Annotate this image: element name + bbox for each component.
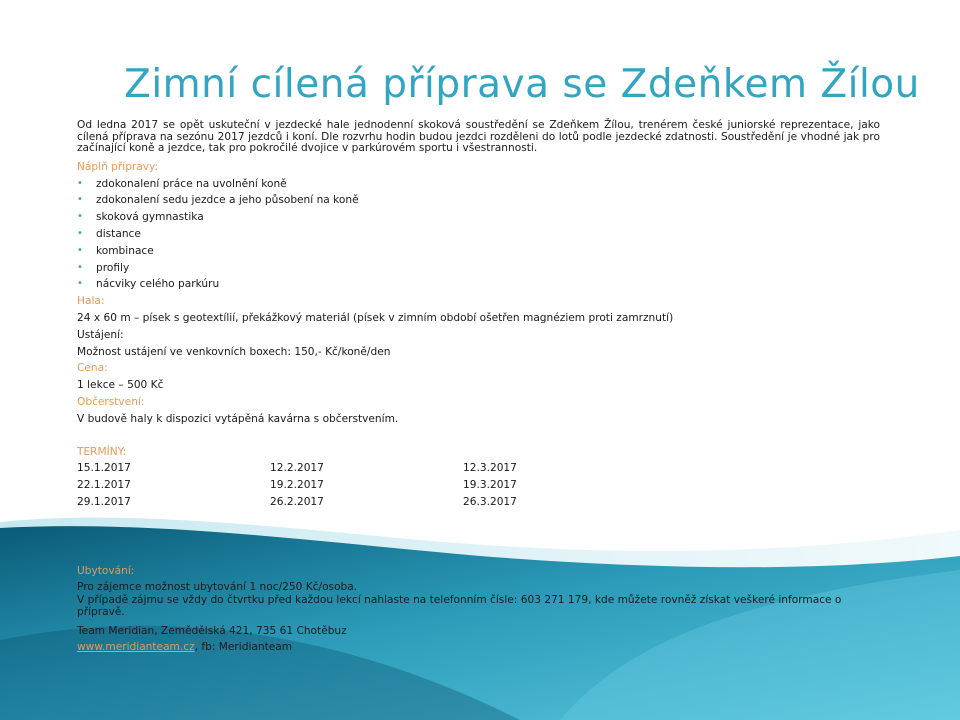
fb-text: , fb: Meridianteam <box>194 641 293 654</box>
list-item: • profily <box>77 260 880 277</box>
cena-heading: Cena: <box>77 362 108 375</box>
date-cell: 22.1.2017 <box>77 479 131 492</box>
ubytovani-text: Pro zájemce možnost ubytování 1 noc/250 Kč/osoba. <box>77 581 358 594</box>
terminy-heading: TERMÍNY: <box>77 445 127 458</box>
slide-content <box>77 120 880 511</box>
web-line <box>77 639 887 655</box>
napln-heading: Náplň přípravy: <box>77 160 159 173</box>
terminy-row <box>77 494 880 511</box>
bullet-icon: • <box>77 194 83 206</box>
date-cell: 12.3.2017 <box>463 462 517 475</box>
date-cell: 19.2.2017 <box>270 479 324 492</box>
website-link[interactable]: www.meridianteam.cz <box>77 641 195 654</box>
date-cell: 26.3.2017 <box>463 495 517 508</box>
obcerstveni-heading: Občerstvení: <box>77 395 145 408</box>
cena-text: 1 lekce – 500 Kč <box>77 379 164 392</box>
terminy-row <box>77 477 880 494</box>
ustajeni-heading: Ustájení: <box>77 328 124 341</box>
spacer <box>77 428 880 444</box>
list-item: • zdokonalení sedu jezdce a jeho působení na koně <box>77 192 880 209</box>
bullet-icon: • <box>77 278 83 290</box>
ustajeni-text: Možnost ustájení ve venkovních boxech: 150,- Kč/koně/den <box>77 345 391 358</box>
list-item: • distance <box>77 226 880 243</box>
bullet-icon: • <box>77 244 83 256</box>
hala-heading: Hala: <box>77 295 105 308</box>
ubytovani-heading: Ubytování: <box>77 565 135 577</box>
list-item: • kombinace <box>77 243 880 260</box>
bullet-icon: • <box>77 261 83 273</box>
date-cell: 26.2.2017 <box>270 495 324 508</box>
bullet-icon: • <box>77 227 83 239</box>
list-item: • skoková gymnastika <box>77 209 880 226</box>
intro-paragraph: Od ledna 2017 se opět uskuteční v jezdecké hale jednodenní skoková soustředění se Zdeňkem Žílou, trenérem české juniorské reprezentace, jako cílená příprava na sezónu 2017 jezdců i koní. Dle rozvrhu hodin budou jezdci rozděleni do lotů podle jezdecké zdatnosti. Soustředění je vhodné jak pro začínající koně a jezdce, tak pro pokročilé dvojice v parkúrovém sportu i všestrannosti. <box>77 119 880 155</box>
hala-text: 24 x 60 m – písek s geotextílií, překážkový materiál (písek v zimním období ošetřen magnéziem proti zamrznutí) <box>77 311 674 324</box>
bullet-icon: • <box>77 177 83 189</box>
date-cell: 12.2.2017 <box>270 462 324 475</box>
obcerstveni-text: V budově haly k dispozici vytápěná kavárna s občerstvením. <box>77 412 399 425</box>
date-cell: 15.1.2017 <box>77 462 131 475</box>
date-cell: 29.1.2017 <box>77 495 131 508</box>
slide-title: Zimní cílená příprava se Zdeňkem Žílou <box>124 62 920 107</box>
contact-block <box>77 563 887 656</box>
address-text: Team Meridian, Zemědělská 421, 735 61 Chotěbuz <box>77 625 347 638</box>
date-cell: 19.3.2017 <box>463 479 517 492</box>
zajem-text: V případě zájmu se vždy do čtvrtku před každou lekcí nahlaste na telefonním čísle: 603 271 179, kde můžete rovněž získat veškeré informace o přípravě. <box>77 594 842 618</box>
bullet-icon: • <box>77 211 83 223</box>
terminy-row <box>77 460 880 477</box>
list-item: • zdokonalení práce na uvolnění koně <box>77 176 880 193</box>
napln-list <box>77 176 880 294</box>
list-item: • nácviky celého parkúru <box>77 276 880 293</box>
